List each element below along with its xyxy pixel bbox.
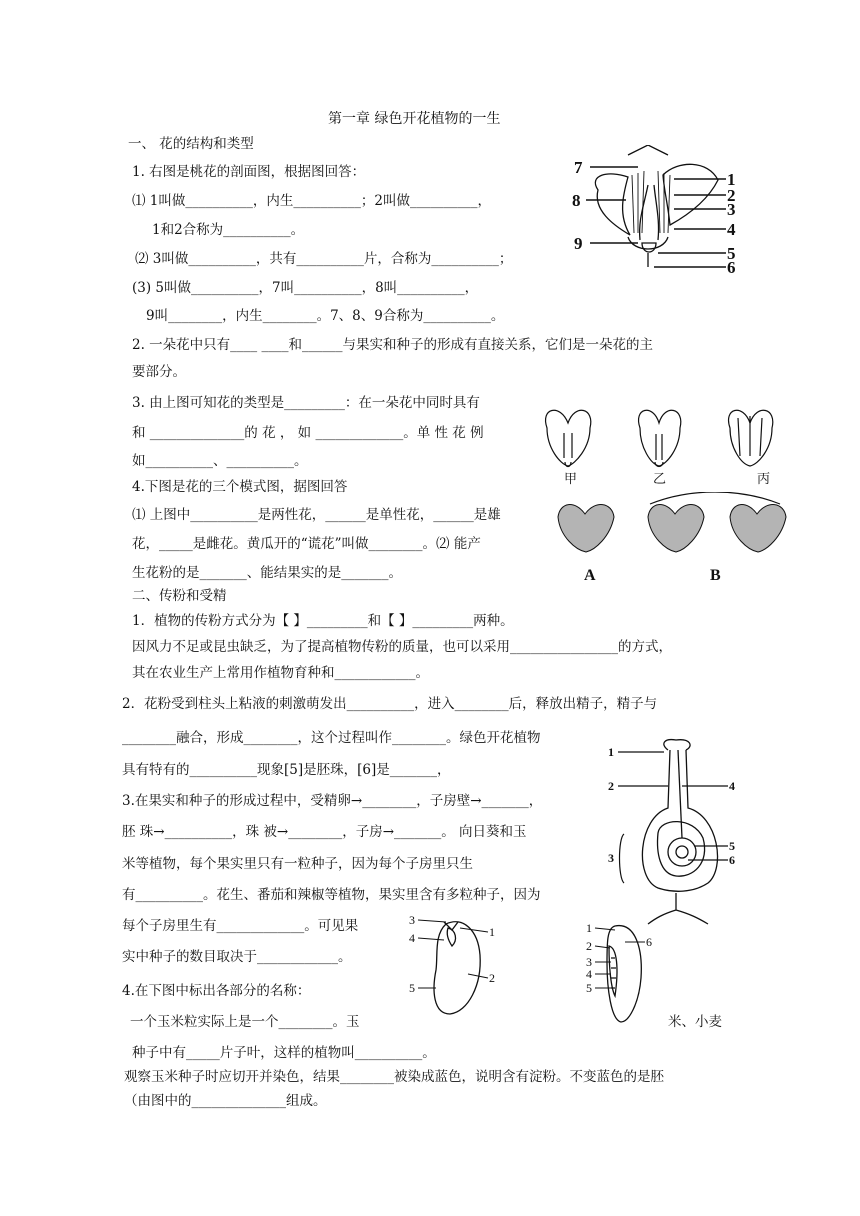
ovary-label: 3 xyxy=(608,851,614,865)
peach-label: 9 xyxy=(574,234,583,253)
bean-label: 3 xyxy=(409,913,415,927)
peach-label: 4 xyxy=(727,220,736,239)
corn-label: 1 xyxy=(586,921,592,935)
text-line: 3. 由上图可知花的类型是_________：在一朵花中同时具有 xyxy=(132,395,480,411)
model-label: A xyxy=(584,567,596,584)
ovary-label: 4 xyxy=(729,779,735,793)
text-line: 2. 一朵花中只有____ ____和______与果实和种子的形成有直接关系，它们是一朵花的主 xyxy=(132,337,653,353)
text-line: 1. 右图是桃花的剖面图，根据图回答： xyxy=(132,164,366,180)
peach-flower-diagram xyxy=(568,145,740,280)
text-line: 如__________、__________。 xyxy=(132,453,308,469)
peach-label: 1 xyxy=(727,170,736,189)
peach-label: 6 xyxy=(727,258,736,277)
text-line: 1．植物的传粉方式分为【 】_________和【 】_________两种。 xyxy=(132,613,514,629)
bean-label: 1 xyxy=(489,925,495,939)
text-line: 和 ______________的 花 ， 如 _____________。单 性 花 例 xyxy=(132,425,484,441)
bean-seed-diagram xyxy=(408,910,508,1020)
text-line: 1和2合称为__________。 xyxy=(152,222,305,238)
text-line: 4.在下图中标出各部分的名称： xyxy=(122,983,311,999)
corn-label: 5 xyxy=(586,981,592,995)
text-line: 胚 珠→__________，珠 被→________，子房→_______。 向日葵和玉 xyxy=(122,824,527,840)
peach-label: 3 xyxy=(727,200,736,219)
text-line: (3) 5叫做__________，7叫__________，8叫__________， xyxy=(132,280,479,296)
peach-label: 5 xyxy=(727,244,736,263)
bean-label: 4 xyxy=(409,931,415,945)
section-heading: 一、 花的结构和类型 xyxy=(128,136,254,152)
ovary-label: 2 xyxy=(608,779,614,793)
text-line: 2．花粉受到柱头上粘液的刺激萌发出__________，进入________后，释放出精子，精子与 xyxy=(122,696,658,712)
bean-label: 2 xyxy=(489,971,495,985)
corn-label: 2 xyxy=(586,939,592,953)
peach-label: 7 xyxy=(574,158,583,177)
text-line: 实中种子的数目取决于____________。 xyxy=(122,949,352,965)
text-line: 9叫________，内生________。7、8、9合称为__________。 xyxy=(146,308,505,324)
ovary-label: 6 xyxy=(729,853,735,867)
section-heading: 二、传粉和受精 xyxy=(132,588,227,604)
ovary-diagram xyxy=(598,738,743,926)
ovary-label: 5 xyxy=(729,839,735,853)
text-line: 花，_____是雌花。黄瓜开的“谎花”叫做________。⑵ 能产 xyxy=(132,536,481,552)
text-line: 3.在果实和种子的形成过程中，受精卵→________，子房壁→_______， xyxy=(122,793,543,809)
peach-label: 2 xyxy=(727,186,736,205)
text-line: 每个子房里生有_____________。可见果 xyxy=(122,918,359,934)
text-line: 有__________。花生、番茄和辣椒等植物，果实里含有多粒种子，因为 xyxy=(122,887,541,903)
text-line: （由图中的______________组成。 xyxy=(124,1093,327,1109)
text-line: 要部分。 xyxy=(132,364,186,380)
type-label: 丙 xyxy=(757,471,771,486)
corn-label: 6 xyxy=(646,935,652,949)
text-line: 生花粉的是_______、能结果实的是_______。 xyxy=(132,565,402,581)
text-line: 其在农业生产上常用作植物育种和____________。 xyxy=(132,665,429,681)
text-line: 米等植物，每个果实里只有一粒种子，因为每个子房里只生 xyxy=(122,856,473,872)
text-line: 一个玉米粒实际上是一个________。玉 xyxy=(130,1014,360,1030)
text-line: 种子中有_____片子叶，这样的植物叫__________。 xyxy=(132,1045,436,1061)
corn-label: 3 xyxy=(586,955,592,969)
corn-label: 4 xyxy=(586,967,592,981)
peach-label: 8 xyxy=(572,191,581,210)
text-line: ⑴ 1叫做__________，内生__________；2叫做__________， xyxy=(132,193,491,209)
text-line: 4.下图是花的三个模式图，据图回答 xyxy=(132,479,348,495)
text-line: 具有特有的__________现象[5]是胚珠，[6]是_______， xyxy=(122,762,451,778)
type-label: 甲 xyxy=(564,471,578,486)
text-line: 米、小麦 xyxy=(668,1014,722,1030)
corn-seed-diagram xyxy=(585,918,665,1026)
text-line: 观察玉米种子时应切开并染色，结果________被染成蓝色，说明含有淀粉。不变蓝色的是胚 xyxy=(124,1069,664,1085)
model-label: B xyxy=(710,567,721,584)
text-line: ________融合，形成________，这个过程叫作________。绿色开花植物 xyxy=(122,730,541,746)
flower-types-diagram xyxy=(535,398,805,486)
text-line: 因风力不足或昆虫缺乏，为了提高植物传粉的质量，也可以采用________________的方式， xyxy=(132,639,672,655)
flower-models-diagram xyxy=(550,492,805,584)
page-title: 第一章 绿色开花植物的一生 xyxy=(328,111,501,127)
ovary-label: 1 xyxy=(608,745,614,759)
type-label: 乙 xyxy=(653,471,667,486)
text-line: ⑴ 上图中__________是两性花，______是单性花，______是雄 xyxy=(132,507,501,523)
bean-label: 5 xyxy=(409,981,415,995)
text-line: ⑵ 3叫做__________，共有__________片，合称为__________； xyxy=(135,251,513,267)
